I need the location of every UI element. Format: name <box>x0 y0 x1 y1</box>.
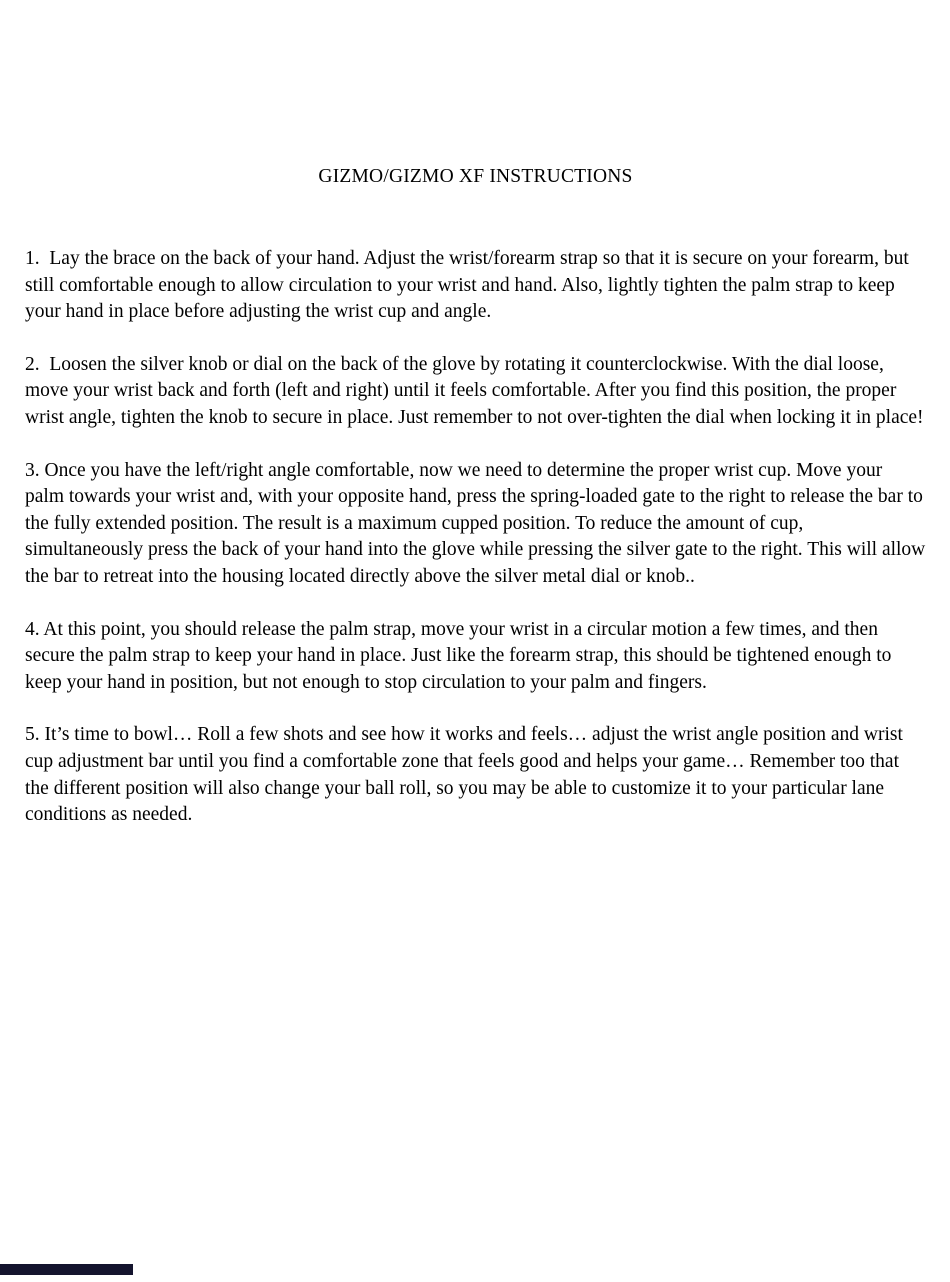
instruction-paragraph-1: 1. Lay the brace on the back of your hand. Adjust the wrist/forearm strap so that it is secure on your forearm, but still comfortable enough to allow circulation to your wrist and hand. Also, lightly tighten the palm strap to keep your hand in place before adjusting the wrist cup and angle. <box>25 248 914 323</box>
instruction-paragraph-4: 4. At this point, you should release the palm strap, move your wrist in a circular motion a few times, and then secure the palm strap to keep your hand in place. Just like the forearm strap, this should be tightened enough to keep your hand in position, but not enough to stop circulation to your palm and fingers. <box>25 618 897 693</box>
instruction-paragraph-3: 3. Once you have the left/right angle comfortable, now we need to determine the proper wrist cup. Move your palm towards your wrist and, with your opposite hand, press the spring-loaded gate to the right to release the bar to the fully extended position. The result is a maximum cupped position. To reduce the amount of cup, simultaneously press the back of your hand into the glove while pressing the silver gate to the right. This will allow the bar to retreat into the housing located directly above the silver metal dial or knob.. <box>25 459 931 587</box>
bottom-edge-bar <box>0 1264 133 1275</box>
instruction-paragraph-5: 5. It’s time to bowl… Roll a few shots and see how it works and feels… adjust the wrist angle position and wrist cup adjustment bar until you find a comfortable zone that feels good and helps your game… Remember too that the different position will also change your ball roll, so you may be able to customize it to your particular lane conditions as needed. <box>25 724 908 826</box>
page-title: GIZMO/GIZMO XF INSTRUCTIONS <box>318 166 633 187</box>
document-page <box>25 166 931 855</box>
instruction-paragraph-2: 2. Loosen the silver knob or dial on the back of the glove by rotating it counterclockwise. With the dial loose, move your wrist back and forth (left and right) until it feels comfortable. After you find this position, the proper wrist angle, tighten the knob to secure in place. Just remember to not over-tighten the dial when locking it in place! <box>25 353 924 428</box>
